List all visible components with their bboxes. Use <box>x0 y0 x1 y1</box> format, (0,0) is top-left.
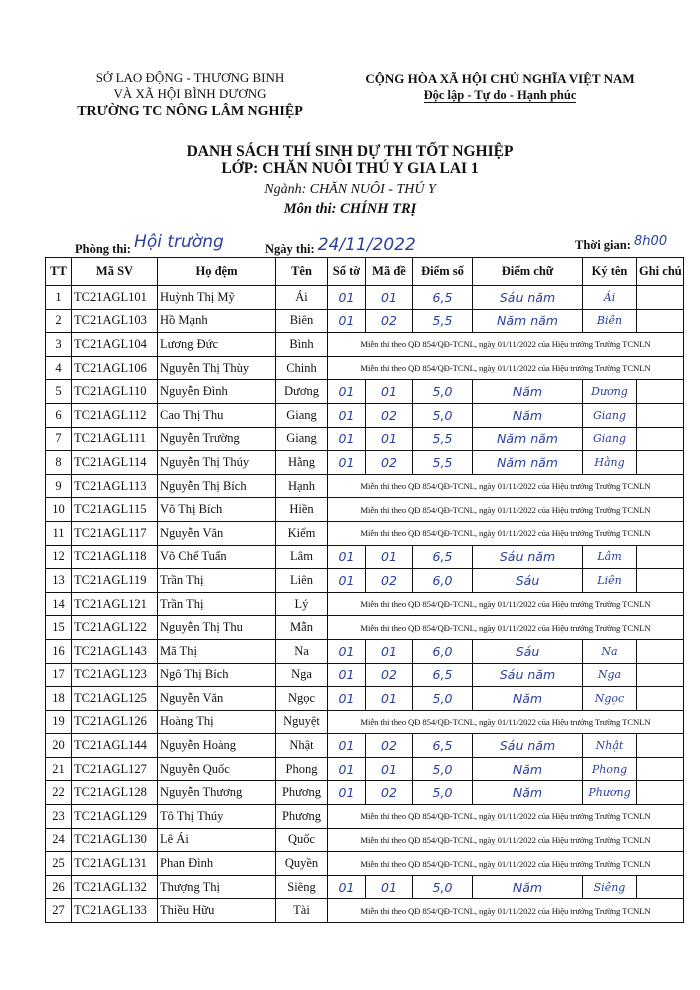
table-row <box>46 639 684 663</box>
table-row <box>46 333 684 357</box>
row-ten: Nguyệt <box>276 710 328 734</box>
row-signature: Ngọc <box>583 687 637 711</box>
table-row <box>46 828 684 852</box>
row-ma-sv: TC21AGL128 <box>72 781 158 805</box>
row-signature: Nhật <box>583 734 637 758</box>
row-signature: Hằng <box>583 451 637 475</box>
row-ma-de: 01 <box>366 380 413 404</box>
row-ma-de: 02 <box>366 309 413 333</box>
row-diem-so: 6,5 <box>413 663 473 687</box>
row-ma-sv: TC21AGL110 <box>72 380 158 404</box>
row-ma-de: 02 <box>366 451 413 475</box>
row-ma-sv: TC21AGL127 <box>72 757 158 781</box>
table-row <box>46 805 684 829</box>
row-ma-de: 01 <box>366 639 413 663</box>
row-ten: Dương <box>276 380 328 404</box>
row-diem-chu: Năm <box>473 380 583 404</box>
table-row <box>46 474 684 498</box>
row-ma-de: 01 <box>366 687 413 711</box>
exam-date-label: Ngày thi: <box>265 242 315 256</box>
national-motto <box>350 87 650 104</box>
col-ghi-chu: Ghi chú <box>637 258 684 286</box>
row-ma-de: 02 <box>366 663 413 687</box>
row-ghi-chu <box>637 734 684 758</box>
row-ma-sv: TC21AGL115 <box>72 498 158 522</box>
exam-date-field <box>265 235 416 258</box>
row-ho-dem: Nguyễn Thị Thúy <box>158 451 276 475</box>
row-ho-dem: Cao Thị Thu <box>158 403 276 427</box>
row-ma-de: 02 <box>366 781 413 805</box>
row-ten: Tài <box>276 899 328 923</box>
agency-line-1: SỞ LAO ĐỘNG - THƯƠNG BINH <box>95 70 285 85</box>
exam-time-label: Thời gian: <box>575 238 631 252</box>
row-tt: 2 <box>46 309 72 333</box>
row-ho-dem: Ngô Thị Bích <box>158 663 276 687</box>
row-tt: 4 <box>46 356 72 380</box>
row-exemption-note: Miễn thi theo QĐ 854/QĐ-TCNL, ngày 01/11/2022 của Hiệu trưởng Trường TCNLN <box>328 356 684 380</box>
row-diem-so: 5,0 <box>413 687 473 711</box>
row-ghi-chu <box>637 403 684 427</box>
subject-line: Môn thi: CHÍNH TRỊ <box>283 201 417 217</box>
row-ten: Bình <box>276 333 328 357</box>
row-ghi-chu <box>637 781 684 805</box>
motto-text: Độc lập - Tự do - Hạnh phúc <box>423 88 577 102</box>
row-diem-chu: Năm <box>473 687 583 711</box>
row-ma-sv: TC21AGL101 <box>72 286 158 310</box>
row-ma-sv: TC21AGL130 <box>72 828 158 852</box>
row-tt: 10 <box>46 498 72 522</box>
row-diem-chu: Năm <box>473 757 583 781</box>
row-ma-de: 02 <box>366 403 413 427</box>
table-row <box>46 687 684 711</box>
col-ma-de: Mã đề <box>366 258 413 286</box>
table-row <box>46 899 684 923</box>
row-ten: Quốc <box>276 828 328 852</box>
row-ma-sv: TC21AGL143 <box>72 639 158 663</box>
row-signature: Phương <box>583 781 637 805</box>
row-ma-de: 01 <box>366 545 413 569</box>
row-diem-so: 6,5 <box>413 545 473 569</box>
row-tt: 6 <box>46 403 72 427</box>
col-ky-ten: Ký tên <box>583 258 637 286</box>
row-diem-chu: Năm <box>473 403 583 427</box>
row-diem-so: 5,5 <box>413 451 473 475</box>
row-ten: Hạnh <box>276 474 328 498</box>
row-ten: Ái <box>276 286 328 310</box>
row-ma-sv: TC21AGL106 <box>72 356 158 380</box>
row-ma-sv: TC21AGL125 <box>72 687 158 711</box>
row-ma-sv: TC21AGL114 <box>72 451 158 475</box>
exam-time-value: 8h00 <box>634 234 668 249</box>
row-ma-sv: TC21AGL113 <box>72 474 158 498</box>
row-tt: 1 <box>46 286 72 310</box>
row-signature: Giang <box>583 403 637 427</box>
candidate-table <box>45 257 684 923</box>
table-row <box>46 852 684 876</box>
col-diem-chu: Điểm chữ <box>473 258 583 286</box>
row-ten: Phương <box>276 781 328 805</box>
row-ho-dem: Trần Thị <box>158 569 276 593</box>
col-ma-sv: Mã SV <box>72 258 158 286</box>
row-ho-dem: Lê Ái <box>158 828 276 852</box>
table-row <box>46 427 684 451</box>
row-ma-de: 01 <box>366 875 413 899</box>
row-diem-so: 5,5 <box>413 427 473 451</box>
table-row <box>46 710 684 734</box>
row-tt: 19 <box>46 710 72 734</box>
row-signature: Giang <box>583 427 637 451</box>
table-row <box>46 309 684 333</box>
row-ho-dem: Nguyễn Đình <box>158 380 276 404</box>
row-diem-chu: Năm năm <box>473 427 583 451</box>
row-ma-sv: TC21AGL144 <box>72 734 158 758</box>
row-ho-dem: Mã Thị <box>158 639 276 663</box>
exam-time-field <box>575 234 668 253</box>
row-ho-dem: Nguyễn Trường <box>158 427 276 451</box>
row-diem-so: 5,0 <box>413 781 473 805</box>
table-body <box>46 286 684 923</box>
row-ten: Na <box>276 639 328 663</box>
row-ghi-chu <box>637 380 684 404</box>
row-ho-dem: Nguyễn Thị Thùy <box>158 356 276 380</box>
row-ho-dem: Nguyễn Văn <box>158 521 276 545</box>
exam-date-value: 24/11/2022 <box>317 235 416 255</box>
col-ten: Tên <box>276 258 328 286</box>
row-ma-sv: TC21AGL103 <box>72 309 158 333</box>
row-ma-sv: TC21AGL118 <box>72 545 158 569</box>
col-ho-dem: Họ đệm <box>158 258 276 286</box>
row-ten: Lâm <box>276 545 328 569</box>
row-ten: Phong <box>276 757 328 781</box>
row-ho-dem: Nguyễn Thương <box>158 781 276 805</box>
col-diem-so: Điểm số <box>413 258 473 286</box>
row-ho-dem: Võ Chế Tuấn <box>158 545 276 569</box>
row-ten: Siêng <box>276 875 328 899</box>
row-ma-sv: TC21AGL117 <box>72 521 158 545</box>
exam-room-value: Hội trường <box>134 232 224 252</box>
col-tt: TT <box>46 258 72 286</box>
row-ho-dem: Huỳnh Thị Mỹ <box>158 286 276 310</box>
row-ghi-chu <box>637 687 684 711</box>
row-ten: Phương <box>276 805 328 829</box>
row-tt: 14 <box>46 592 72 616</box>
row-diem-chu: Sáu <box>473 639 583 663</box>
row-diem-chu: Năm <box>473 781 583 805</box>
row-ho-dem: Phan Đình <box>158 852 276 876</box>
row-so-to: 01 <box>328 687 366 711</box>
row-ma-sv: TC21AGL123 <box>72 663 158 687</box>
row-diem-so: 5,5 <box>413 309 473 333</box>
row-so-to: 01 <box>328 663 366 687</box>
row-exemption-note: Miễn thi theo QĐ 854/QĐ-TCNL, ngày 01/11/2022 của Hiệu trưởng Trường TCNLN <box>328 498 684 522</box>
agency-line-2: VÀ XÃ HỘI BÌNH DƯƠNG <box>113 86 267 101</box>
row-so-to: 01 <box>328 286 366 310</box>
row-ten: Nga <box>276 663 328 687</box>
row-ho-dem: Hoàng Thị <box>158 710 276 734</box>
row-tt: 13 <box>46 569 72 593</box>
national-header <box>350 70 650 104</box>
document-title: DANH SÁCH THÍ SINH DỰ THI TỐT NGHIỆP <box>186 143 514 160</box>
row-so-to: 01 <box>328 451 366 475</box>
row-exemption-note: Miễn thi theo QĐ 854/QĐ-TCNL, ngày 01/11/2022 của Hiệu trưởng Trường TCNLN <box>328 616 684 640</box>
row-ho-dem: Trần Thị <box>158 592 276 616</box>
row-ten: Lý <box>276 592 328 616</box>
row-tt: 27 <box>46 899 72 923</box>
row-diem-so: 5,0 <box>413 380 473 404</box>
row-diem-so: 5,0 <box>413 403 473 427</box>
row-diem-so: 5,0 <box>413 757 473 781</box>
table-row <box>46 663 684 687</box>
row-tt: 25 <box>46 852 72 876</box>
row-ten: Hiền <box>276 498 328 522</box>
row-exemption-note: Miễn thi theo QĐ 854/QĐ-TCNL, ngày 01/11/2022 của Hiệu trưởng Trường TCNLN <box>328 710 684 734</box>
row-diem-so: 6,5 <box>413 286 473 310</box>
table-row <box>46 781 684 805</box>
row-exemption-note: Miễn thi theo QĐ 854/QĐ-TCNL, ngày 01/11/2022 của Hiệu trưởng Trường TCNLN <box>328 899 684 923</box>
row-signature: Phong <box>583 757 637 781</box>
table-row <box>46 875 684 899</box>
row-ten: Giang <box>276 403 328 427</box>
row-exemption-note: Miễn thi theo QĐ 854/QĐ-TCNL, ngày 01/11/2022 của Hiệu trưởng Trường TCNLN <box>328 828 684 852</box>
row-ma-de: 01 <box>366 757 413 781</box>
row-diem-so: 6,5 <box>413 734 473 758</box>
row-ma-sv: TC21AGL133 <box>72 899 158 923</box>
row-ten: Giang <box>276 427 328 451</box>
row-diem-so: 6,0 <box>413 639 473 663</box>
table-row <box>46 592 684 616</box>
row-tt: 15 <box>46 616 72 640</box>
row-ho-dem: Thiều Hữu <box>158 899 276 923</box>
row-ghi-chu <box>637 663 684 687</box>
table-row <box>46 569 684 593</box>
row-ma-sv: TC21AGL121 <box>72 592 158 616</box>
row-ghi-chu <box>637 569 684 593</box>
row-ho-dem: Nguyễn Văn <box>158 687 276 711</box>
row-ho-dem: Nguyễn Thị Thu <box>158 616 276 640</box>
row-diem-so: 5,0 <box>413 875 473 899</box>
row-tt: 20 <box>46 734 72 758</box>
class-title: LỚP: CHĂN NUÔI THÚ Y GIA LAI 1 <box>221 160 479 177</box>
table-row <box>46 521 684 545</box>
row-tt: 21 <box>46 757 72 781</box>
row-exemption-note: Miễn thi theo QĐ 854/QĐ-TCNL, ngày 01/11/2022 của Hiệu trưởng Trường TCNLN <box>328 592 684 616</box>
row-diem-chu: Năm năm <box>473 309 583 333</box>
row-tt: 26 <box>46 875 72 899</box>
row-signature: Ái <box>583 286 637 310</box>
row-ma-sv: TC21AGL131 <box>72 852 158 876</box>
row-ten: Nhật <box>276 734 328 758</box>
row-so-to: 01 <box>328 309 366 333</box>
row-tt: 24 <box>46 828 72 852</box>
row-so-to: 01 <box>328 427 366 451</box>
row-ghi-chu <box>637 639 684 663</box>
table-row <box>46 451 684 475</box>
row-ma-sv: TC21AGL129 <box>72 805 158 829</box>
row-signature: Na <box>583 639 637 663</box>
agency-header <box>40 70 340 120</box>
table-row <box>46 757 684 781</box>
row-ho-dem: Thượng Thị <box>158 875 276 899</box>
row-tt: 11 <box>46 521 72 545</box>
row-diem-chu: Sáu năm <box>473 286 583 310</box>
exam-room-field <box>75 232 224 258</box>
row-so-to: 01 <box>328 639 366 663</box>
row-so-to: 01 <box>328 781 366 805</box>
row-ghi-chu <box>637 309 684 333</box>
nation-title: CỘNG HÒA XÃ HỘI CHỦ NGHĨA VIỆT NAM <box>365 71 635 86</box>
row-diem-chu: Sáu <box>473 569 583 593</box>
row-ghi-chu <box>637 875 684 899</box>
row-ghi-chu <box>637 451 684 475</box>
row-ten: Ngọc <box>276 687 328 711</box>
col-so-to: Số tờ <box>328 258 366 286</box>
row-exemption-note: Miễn thi theo QĐ 854/QĐ-TCNL, ngày 01/11/2022 của Hiệu trưởng Trường TCNLN <box>328 474 684 498</box>
row-signature: Dương <box>583 380 637 404</box>
row-so-to: 01 <box>328 403 366 427</box>
row-ma-sv: TC21AGL132 <box>72 875 158 899</box>
row-ten: Quyền <box>276 852 328 876</box>
row-exemption-note: Miễn thi theo QĐ 854/QĐ-TCNL, ngày 01/11/2022 của Hiệu trưởng Trường TCNLN <box>328 805 684 829</box>
row-so-to: 01 <box>328 380 366 404</box>
row-exemption-note: Miễn thi theo QĐ 854/QĐ-TCNL, ngày 01/11/2022 của Hiệu trưởng Trường TCNLN <box>328 852 684 876</box>
row-ghi-chu <box>637 427 684 451</box>
row-tt: 9 <box>46 474 72 498</box>
exam-room-label: Phòng thi: <box>75 242 131 256</box>
table-row <box>46 498 684 522</box>
row-exemption-note: Miễn thi theo QĐ 854/QĐ-TCNL, ngày 01/11/2022 của Hiệu trưởng Trường TCNLN <box>328 333 684 357</box>
row-ten: Hằng <box>276 451 328 475</box>
row-so-to: 01 <box>328 734 366 758</box>
table-header-row <box>46 258 684 286</box>
row-so-to: 01 <box>328 569 366 593</box>
row-ma-sv: TC21AGL104 <box>72 333 158 357</box>
row-ghi-chu <box>637 545 684 569</box>
row-signature: Liên <box>583 569 637 593</box>
row-so-to: 01 <box>328 757 366 781</box>
row-tt: 12 <box>46 545 72 569</box>
table-row <box>46 616 684 640</box>
row-tt: 18 <box>46 687 72 711</box>
row-diem-chu: Năm <box>473 875 583 899</box>
row-ghi-chu <box>637 757 684 781</box>
row-so-to: 01 <box>328 545 366 569</box>
row-tt: 8 <box>46 451 72 475</box>
row-diem-chu: Sáu năm <box>473 545 583 569</box>
row-signature: Nga <box>583 663 637 687</box>
row-ten: Chinh <box>276 356 328 380</box>
row-ma-sv: TC21AGL122 <box>72 616 158 640</box>
row-exemption-note: Miễn thi theo QĐ 854/QĐ-TCNL, ngày 01/11/2022 của Hiệu trưởng Trường TCNLN <box>328 521 684 545</box>
school-name: TRƯỜNG TC NÔNG LÂM NGHIỆP <box>77 104 303 119</box>
table-row <box>46 286 684 310</box>
table-row <box>46 734 684 758</box>
row-ho-dem: Hồ Mạnh <box>158 309 276 333</box>
table-row <box>46 380 684 404</box>
row-ma-sv: TC21AGL111 <box>72 427 158 451</box>
row-ten: Kiểm <box>276 521 328 545</box>
row-diem-so: 6,0 <box>413 569 473 593</box>
row-diem-chu: Năm năm <box>473 451 583 475</box>
row-ho-dem: Nguyễn Hoàng <box>158 734 276 758</box>
row-ma-de: 02 <box>366 734 413 758</box>
row-ten: Mẫn <box>276 616 328 640</box>
table-row <box>46 403 684 427</box>
row-tt: 5 <box>46 380 72 404</box>
row-ho-dem: Nguyễn Thị Bích <box>158 474 276 498</box>
row-diem-chu: Sáu năm <box>473 663 583 687</box>
row-ma-de: 02 <box>366 569 413 593</box>
table-row <box>46 356 684 380</box>
row-ten: Biên <box>276 309 328 333</box>
row-ho-dem: Tô Thị Thúy <box>158 805 276 829</box>
row-ma-sv: TC21AGL119 <box>72 569 158 593</box>
row-signature: Siêng <box>583 875 637 899</box>
row-so-to: 01 <box>328 875 366 899</box>
row-tt: 3 <box>46 333 72 357</box>
row-ho-dem: Võ Thị Bích <box>158 498 276 522</box>
row-signature: Biên <box>583 309 637 333</box>
row-tt: 23 <box>46 805 72 829</box>
row-tt: 22 <box>46 781 72 805</box>
row-ma-sv: TC21AGL112 <box>72 403 158 427</box>
row-ho-dem: Lương Đức <box>158 333 276 357</box>
row-ma-sv: TC21AGL126 <box>72 710 158 734</box>
row-ma-de: 01 <box>366 286 413 310</box>
major-line: Ngành: CHĂN NUÔI - THÚ Y <box>264 182 436 197</box>
row-ma-de: 01 <box>366 427 413 451</box>
row-tt: 7 <box>46 427 72 451</box>
row-tt: 16 <box>46 639 72 663</box>
row-ho-dem: Nguyễn Quốc <box>158 757 276 781</box>
row-ten: Liên <box>276 569 328 593</box>
table-row <box>46 545 684 569</box>
row-diem-chu: Sáu năm <box>473 734 583 758</box>
row-signature: Lâm <box>583 545 637 569</box>
row-ghi-chu <box>637 286 684 310</box>
row-tt: 17 <box>46 663 72 687</box>
